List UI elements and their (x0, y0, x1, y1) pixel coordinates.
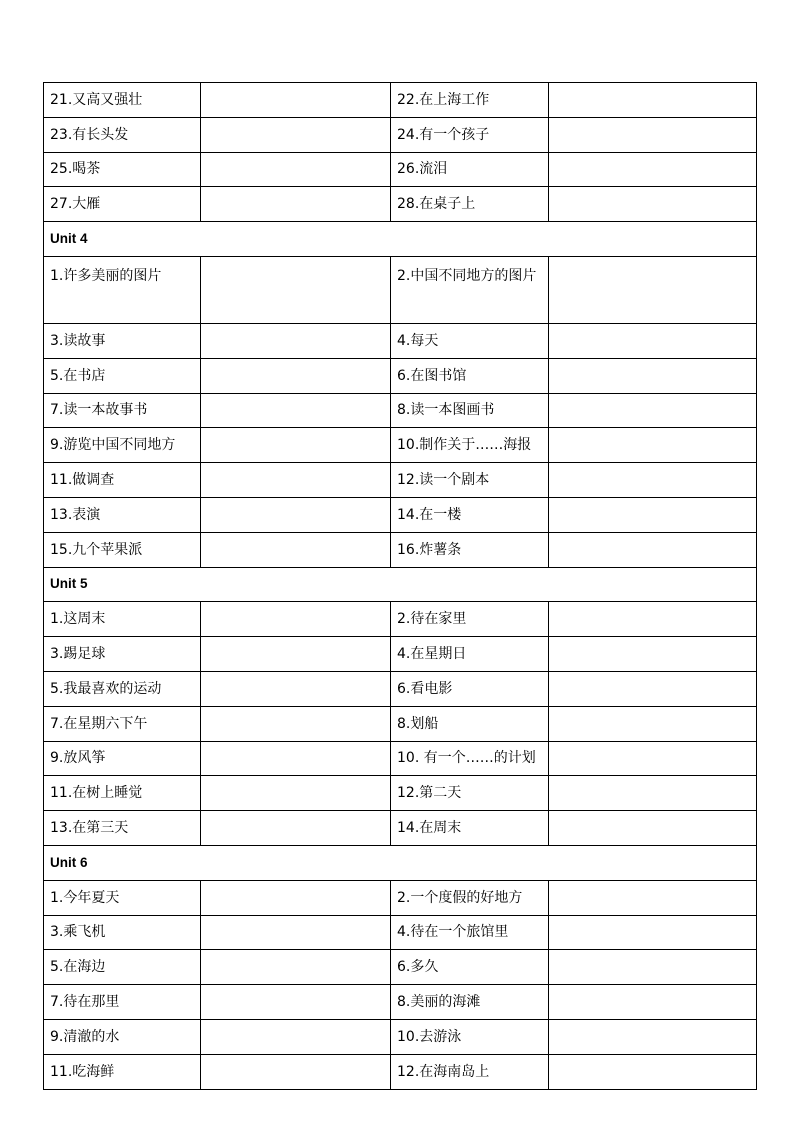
table-row (44, 83, 757, 118)
chinese-phrase-cell: 3.读故事 (44, 323, 201, 358)
chinese-phrase-cell: 5.在书店 (44, 358, 201, 393)
answer-blank-cell[interactable] (549, 323, 757, 358)
chinese-phrase-cell: 11.做调查 (44, 463, 201, 498)
table-row (44, 463, 757, 498)
table-row (44, 428, 757, 463)
chinese-phrase-cell: 3.乘飞机 (44, 915, 201, 950)
answer-blank-cell[interactable] (201, 706, 391, 741)
table-row (44, 256, 757, 323)
answer-blank-cell[interactable] (549, 358, 757, 393)
table-row (44, 323, 757, 358)
chinese-phrase-cell: 11.吃海鲜 (44, 1054, 201, 1089)
unit-heading: Unit 4 (44, 222, 757, 257)
answer-blank-cell[interactable] (201, 323, 391, 358)
chinese-phrase-cell: 3.踢足球 (44, 637, 201, 672)
table-row (44, 671, 757, 706)
answer-blank-cell[interactable] (201, 256, 391, 323)
answer-blank-cell[interactable] (549, 463, 757, 498)
chinese-phrase-cell: 10.制作关于……海报 (391, 428, 549, 463)
chinese-phrase-cell: 15.九个苹果派 (44, 532, 201, 567)
chinese-phrase-cell: 9.清澈的水 (44, 1019, 201, 1054)
table-row (44, 152, 757, 187)
chinese-phrase-cell: 1.今年夏天 (44, 880, 201, 915)
table-row (44, 358, 757, 393)
chinese-phrase-cell: 6.多久 (391, 950, 549, 985)
chinese-phrase-cell: 27.大雁 (44, 187, 201, 222)
answer-blank-cell[interactable] (549, 428, 757, 463)
chinese-phrase-cell: 8.读一本图画书 (391, 393, 549, 428)
chinese-phrase-cell: 13.表演 (44, 497, 201, 532)
answer-blank-cell[interactable] (549, 117, 757, 152)
unit-heading: Unit 6 (44, 845, 757, 880)
answer-blank-cell[interactable] (201, 985, 391, 1020)
answer-blank-cell[interactable] (201, 880, 391, 915)
chinese-phrase-cell: 13.在第三天 (44, 811, 201, 846)
answer-blank-cell[interactable] (201, 358, 391, 393)
answer-blank-cell[interactable] (549, 915, 757, 950)
table-row (44, 985, 757, 1020)
table-row (44, 532, 757, 567)
answer-blank-cell[interactable] (549, 741, 757, 776)
answer-blank-cell[interactable] (549, 1054, 757, 1089)
answer-blank-cell[interactable] (549, 187, 757, 222)
answer-blank-cell[interactable] (201, 811, 391, 846)
table-row (44, 811, 757, 846)
answer-blank-cell[interactable] (549, 671, 757, 706)
answer-blank-cell[interactable] (549, 256, 757, 323)
chinese-phrase-cell: 12.第二天 (391, 776, 549, 811)
answer-blank-cell[interactable] (549, 985, 757, 1020)
table-row (44, 497, 757, 532)
chinese-phrase-cell: 7.读一本故事书 (44, 393, 201, 428)
chinese-phrase-cell: 22.在上海工作 (391, 83, 549, 118)
answer-blank-cell[interactable] (201, 637, 391, 672)
table-row (44, 187, 757, 222)
answer-blank-cell[interactable] (201, 776, 391, 811)
chinese-phrase-cell: 6.看电影 (391, 671, 549, 706)
answer-blank-cell[interactable] (549, 152, 757, 187)
table-row (44, 117, 757, 152)
chinese-phrase-cell: 8.划船 (391, 706, 549, 741)
vocabulary-table (43, 82, 757, 1090)
chinese-phrase-cell: 6.在图书馆 (391, 358, 549, 393)
table-row (44, 880, 757, 915)
answer-blank-cell[interactable] (201, 393, 391, 428)
answer-blank-cell[interactable] (201, 671, 391, 706)
answer-blank-cell[interactable] (201, 1054, 391, 1089)
answer-blank-cell[interactable] (201, 602, 391, 637)
answer-blank-cell[interactable] (549, 880, 757, 915)
chinese-phrase-cell: 4.每天 (391, 323, 549, 358)
table-row (44, 950, 757, 985)
chinese-phrase-cell: 9.放风筝 (44, 741, 201, 776)
answer-blank-cell[interactable] (201, 117, 391, 152)
answer-blank-cell[interactable] (201, 741, 391, 776)
answer-blank-cell[interactable] (549, 393, 757, 428)
chinese-phrase-cell: 10. 有一个……的计划 (391, 741, 549, 776)
table-row (44, 776, 757, 811)
chinese-phrase-cell: 25.喝茶 (44, 152, 201, 187)
chinese-phrase-cell: 14.在一楼 (391, 497, 549, 532)
unit-header-row (44, 222, 757, 257)
chinese-phrase-cell: 24.有一个孩子 (391, 117, 549, 152)
chinese-phrase-cell: 2.待在家里 (391, 602, 549, 637)
table-row (44, 393, 757, 428)
chinese-phrase-cell: 10.去游泳 (391, 1019, 549, 1054)
table-row (44, 1019, 757, 1054)
answer-blank-cell[interactable] (549, 602, 757, 637)
answer-blank-cell[interactable] (549, 532, 757, 567)
answer-blank-cell[interactable] (549, 1019, 757, 1054)
answer-blank-cell[interactable] (549, 811, 757, 846)
answer-blank-cell[interactable] (201, 497, 391, 532)
chinese-phrase-cell: 1.许多美丽的图片 (44, 256, 201, 323)
unit-header-row (44, 567, 757, 602)
chinese-phrase-cell: 23.有长头发 (44, 117, 201, 152)
chinese-phrase-cell: 4.在星期日 (391, 637, 549, 672)
answer-blank-cell[interactable] (201, 83, 391, 118)
answer-blank-cell[interactable] (201, 428, 391, 463)
table-body (44, 83, 757, 1090)
chinese-phrase-cell: 16.炸薯条 (391, 532, 549, 567)
answer-blank-cell[interactable] (201, 187, 391, 222)
table-row (44, 706, 757, 741)
table-row (44, 602, 757, 637)
chinese-phrase-cell: 4.待在一个旅馆里 (391, 915, 549, 950)
answer-blank-cell[interactable] (201, 950, 391, 985)
unit-heading: Unit 5 (44, 567, 757, 602)
answer-blank-cell[interactable] (549, 497, 757, 532)
chinese-phrase-cell: 7.待在那里 (44, 985, 201, 1020)
answer-blank-cell[interactable] (549, 706, 757, 741)
table-row (44, 1054, 757, 1089)
answer-blank-cell[interactable] (201, 463, 391, 498)
chinese-phrase-cell: 2.一个度假的好地方 (391, 880, 549, 915)
answer-blank-cell[interactable] (549, 83, 757, 118)
table-row (44, 741, 757, 776)
chinese-phrase-cell: 28.在桌子上 (391, 187, 549, 222)
chinese-phrase-cell: 11.在树上睡觉 (44, 776, 201, 811)
answer-blank-cell[interactable] (201, 1019, 391, 1054)
chinese-phrase-cell: 26.流泪 (391, 152, 549, 187)
answer-blank-cell[interactable] (201, 532, 391, 567)
chinese-phrase-cell: 21.又高又强壮 (44, 83, 201, 118)
answer-blank-cell[interactable] (201, 152, 391, 187)
answer-blank-cell[interactable] (549, 950, 757, 985)
chinese-phrase-cell: 7.在星期六下午 (44, 706, 201, 741)
chinese-phrase-cell: 1.这周末 (44, 602, 201, 637)
answer-blank-cell[interactable] (549, 637, 757, 672)
unit-header-row (44, 845, 757, 880)
answer-blank-cell[interactable] (201, 915, 391, 950)
answer-blank-cell[interactable] (549, 776, 757, 811)
chinese-phrase-cell: 14.在周末 (391, 811, 549, 846)
chinese-phrase-cell: 8.美丽的海滩 (391, 985, 549, 1020)
chinese-phrase-cell: 12.在海南岛上 (391, 1054, 549, 1089)
chinese-phrase-cell: 5.在海边 (44, 950, 201, 985)
chinese-phrase-cell: 9.游览中国不同地方 (44, 428, 201, 463)
chinese-phrase-cell: 2.中国不同地方的图片 (391, 256, 549, 323)
table-row (44, 915, 757, 950)
chinese-phrase-cell: 12.读一个剧本 (391, 463, 549, 498)
chinese-phrase-cell: 5.我最喜欢的运动 (44, 671, 201, 706)
table-row (44, 637, 757, 672)
